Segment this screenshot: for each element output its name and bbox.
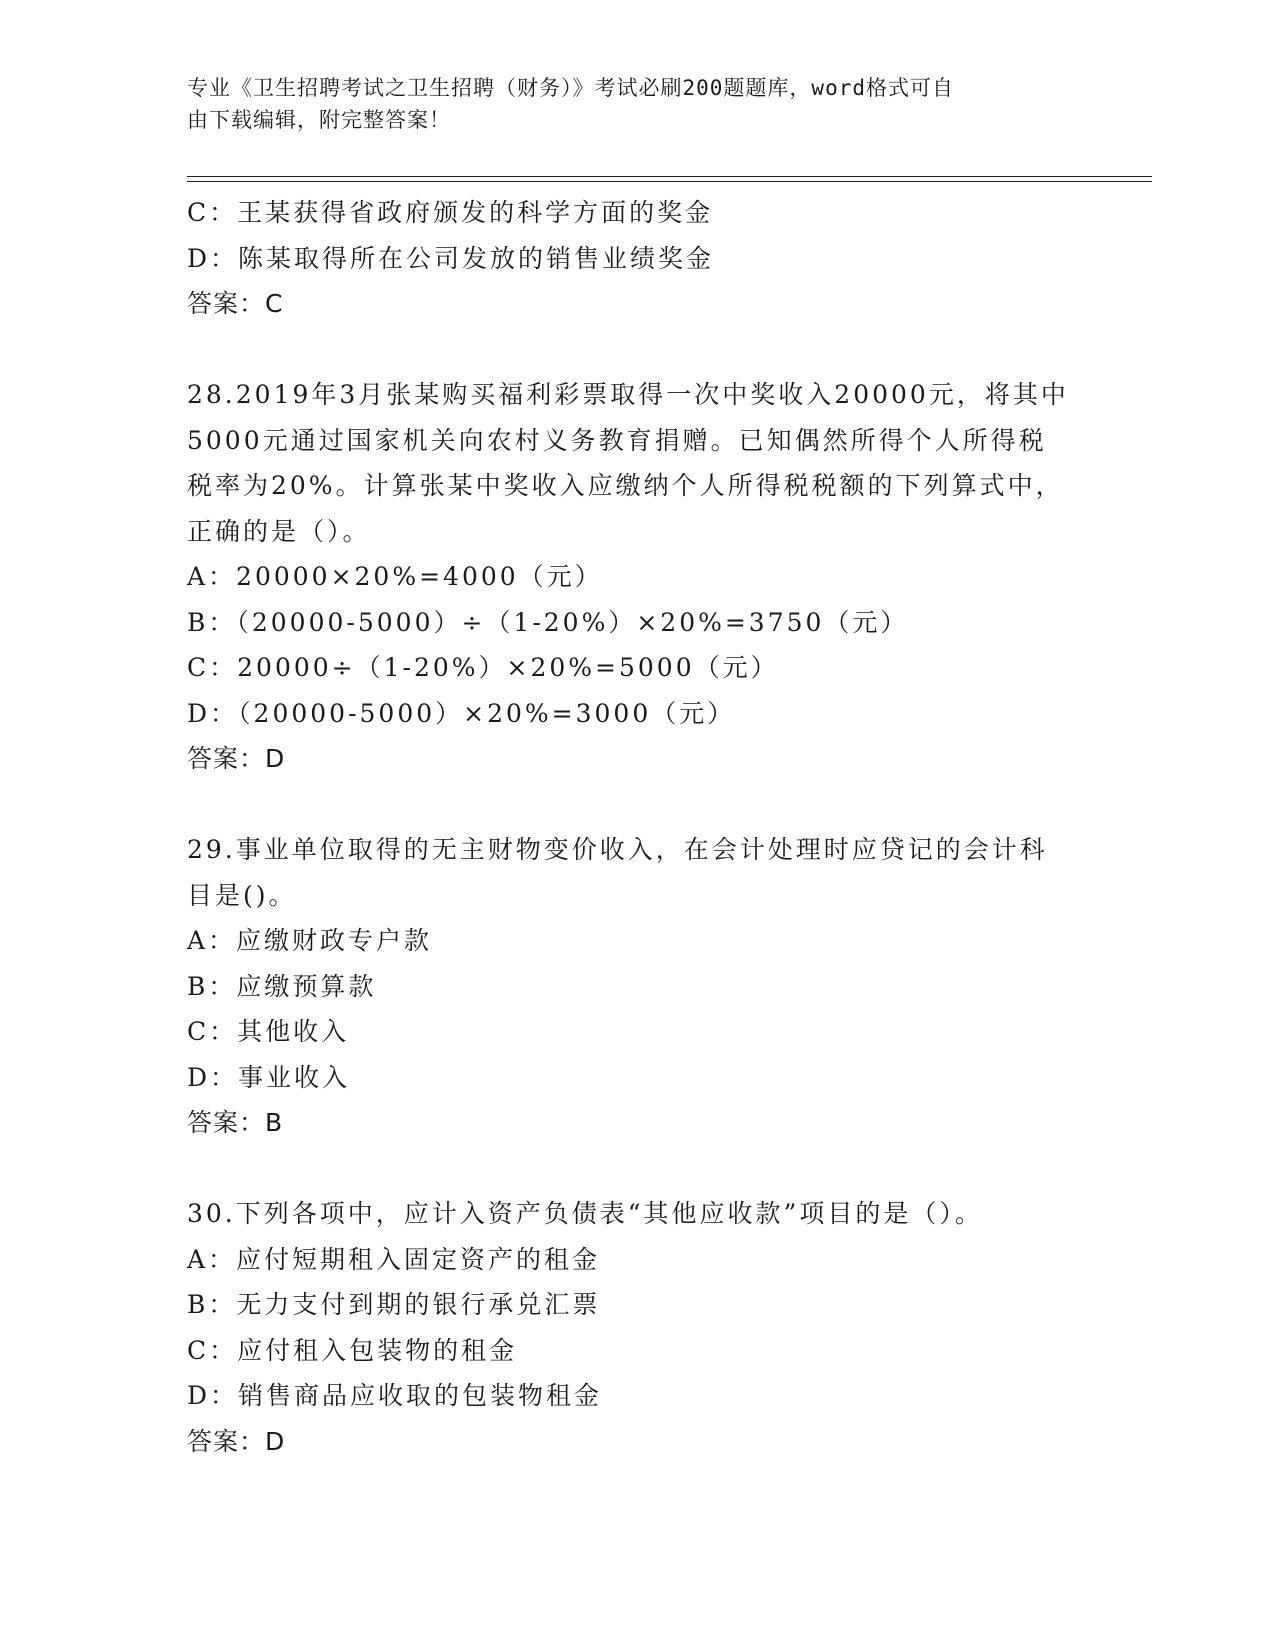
option-d: D：销售商品应收取的包装物租金: [187, 1381, 603, 1410]
option-b: B：应缴预算款: [187, 971, 377, 1001]
question-stem-line: 28.2019年3月张某购买福利彩票取得一次中奖收入20000元，将其中: [187, 380, 1069, 409]
option-d: D：事业收入: [187, 1062, 351, 1092]
question-stem-line: 税率为20%。计算张某中奖收入应缴纳个人所得税税额的下列算式中，: [187, 471, 1064, 500]
option-d: D：（20000-5000）×20%=3000（元）: [187, 698, 736, 728]
answer: 答案：D: [187, 744, 286, 773]
option-c: C：王某获得省政府颁发的科学方面的奖金: [187, 198, 714, 227]
option-a: A：20000×20%=4000（元）: [187, 562, 603, 591]
spacer: [187, 1146, 1087, 1192]
answer: 答案：C: [187, 289, 284, 318]
answer: 答案：D: [187, 1426, 286, 1456]
option-c: C：应付租入包装物的租金: [187, 1335, 518, 1365]
option-a: A：应缴财政专户款: [187, 926, 433, 955]
question-27-tail: [187, 190, 1087, 327]
question-30: [187, 1191, 1087, 1464]
header-divider-top: [187, 176, 1152, 177]
option-b: B：无力支付到期的银行承兑汇票: [187, 1290, 601, 1319]
option-c: C：20000÷（1-20%）×20%=5000（元）: [187, 653, 779, 682]
header-line-2: 由下载编辑，附完整答案！: [187, 108, 451, 132]
question-stem-line: 5000元通过国家机关向农村义务教育捐赠。已知偶然所得个人所得税: [187, 425, 1047, 455]
question-stem-line: 目是()。: [187, 880, 297, 910]
question-stem-line: 29.事业单位取得的无主财物变价收入，在会计处理时应贷记的会计科: [187, 835, 1048, 864]
header-line-1: 专业《卫生招聘考试之卫生招聘（财务）》考试必刷200题题库，word格式可自: [187, 76, 954, 100]
header-divider-bottom: [187, 181, 1152, 182]
spacer: [187, 782, 1087, 828]
question-stem-line: 30.下列各项中，应计入资产负债表“其他应收款”项目的是（）。: [187, 1199, 983, 1228]
document-body: [187, 190, 1087, 1464]
document-header: [187, 72, 1087, 136]
option-a: A：应付短期租入固定资产的租金: [187, 1244, 601, 1274]
option-d: D：陈某取得所在公司发放的销售业绩奖金: [187, 243, 715, 273]
question-29: [187, 827, 1087, 1146]
answer: 答案：B: [187, 1108, 284, 1137]
question-stem-line: 正确的是（）。: [187, 516, 371, 546]
option-c: C：其他收入: [187, 1017, 350, 1046]
question-28: [187, 372, 1087, 782]
option-b: B：（20000-5000）÷（1-20%）×20%=3750（元）: [187, 607, 909, 637]
spacer: [187, 327, 1087, 373]
